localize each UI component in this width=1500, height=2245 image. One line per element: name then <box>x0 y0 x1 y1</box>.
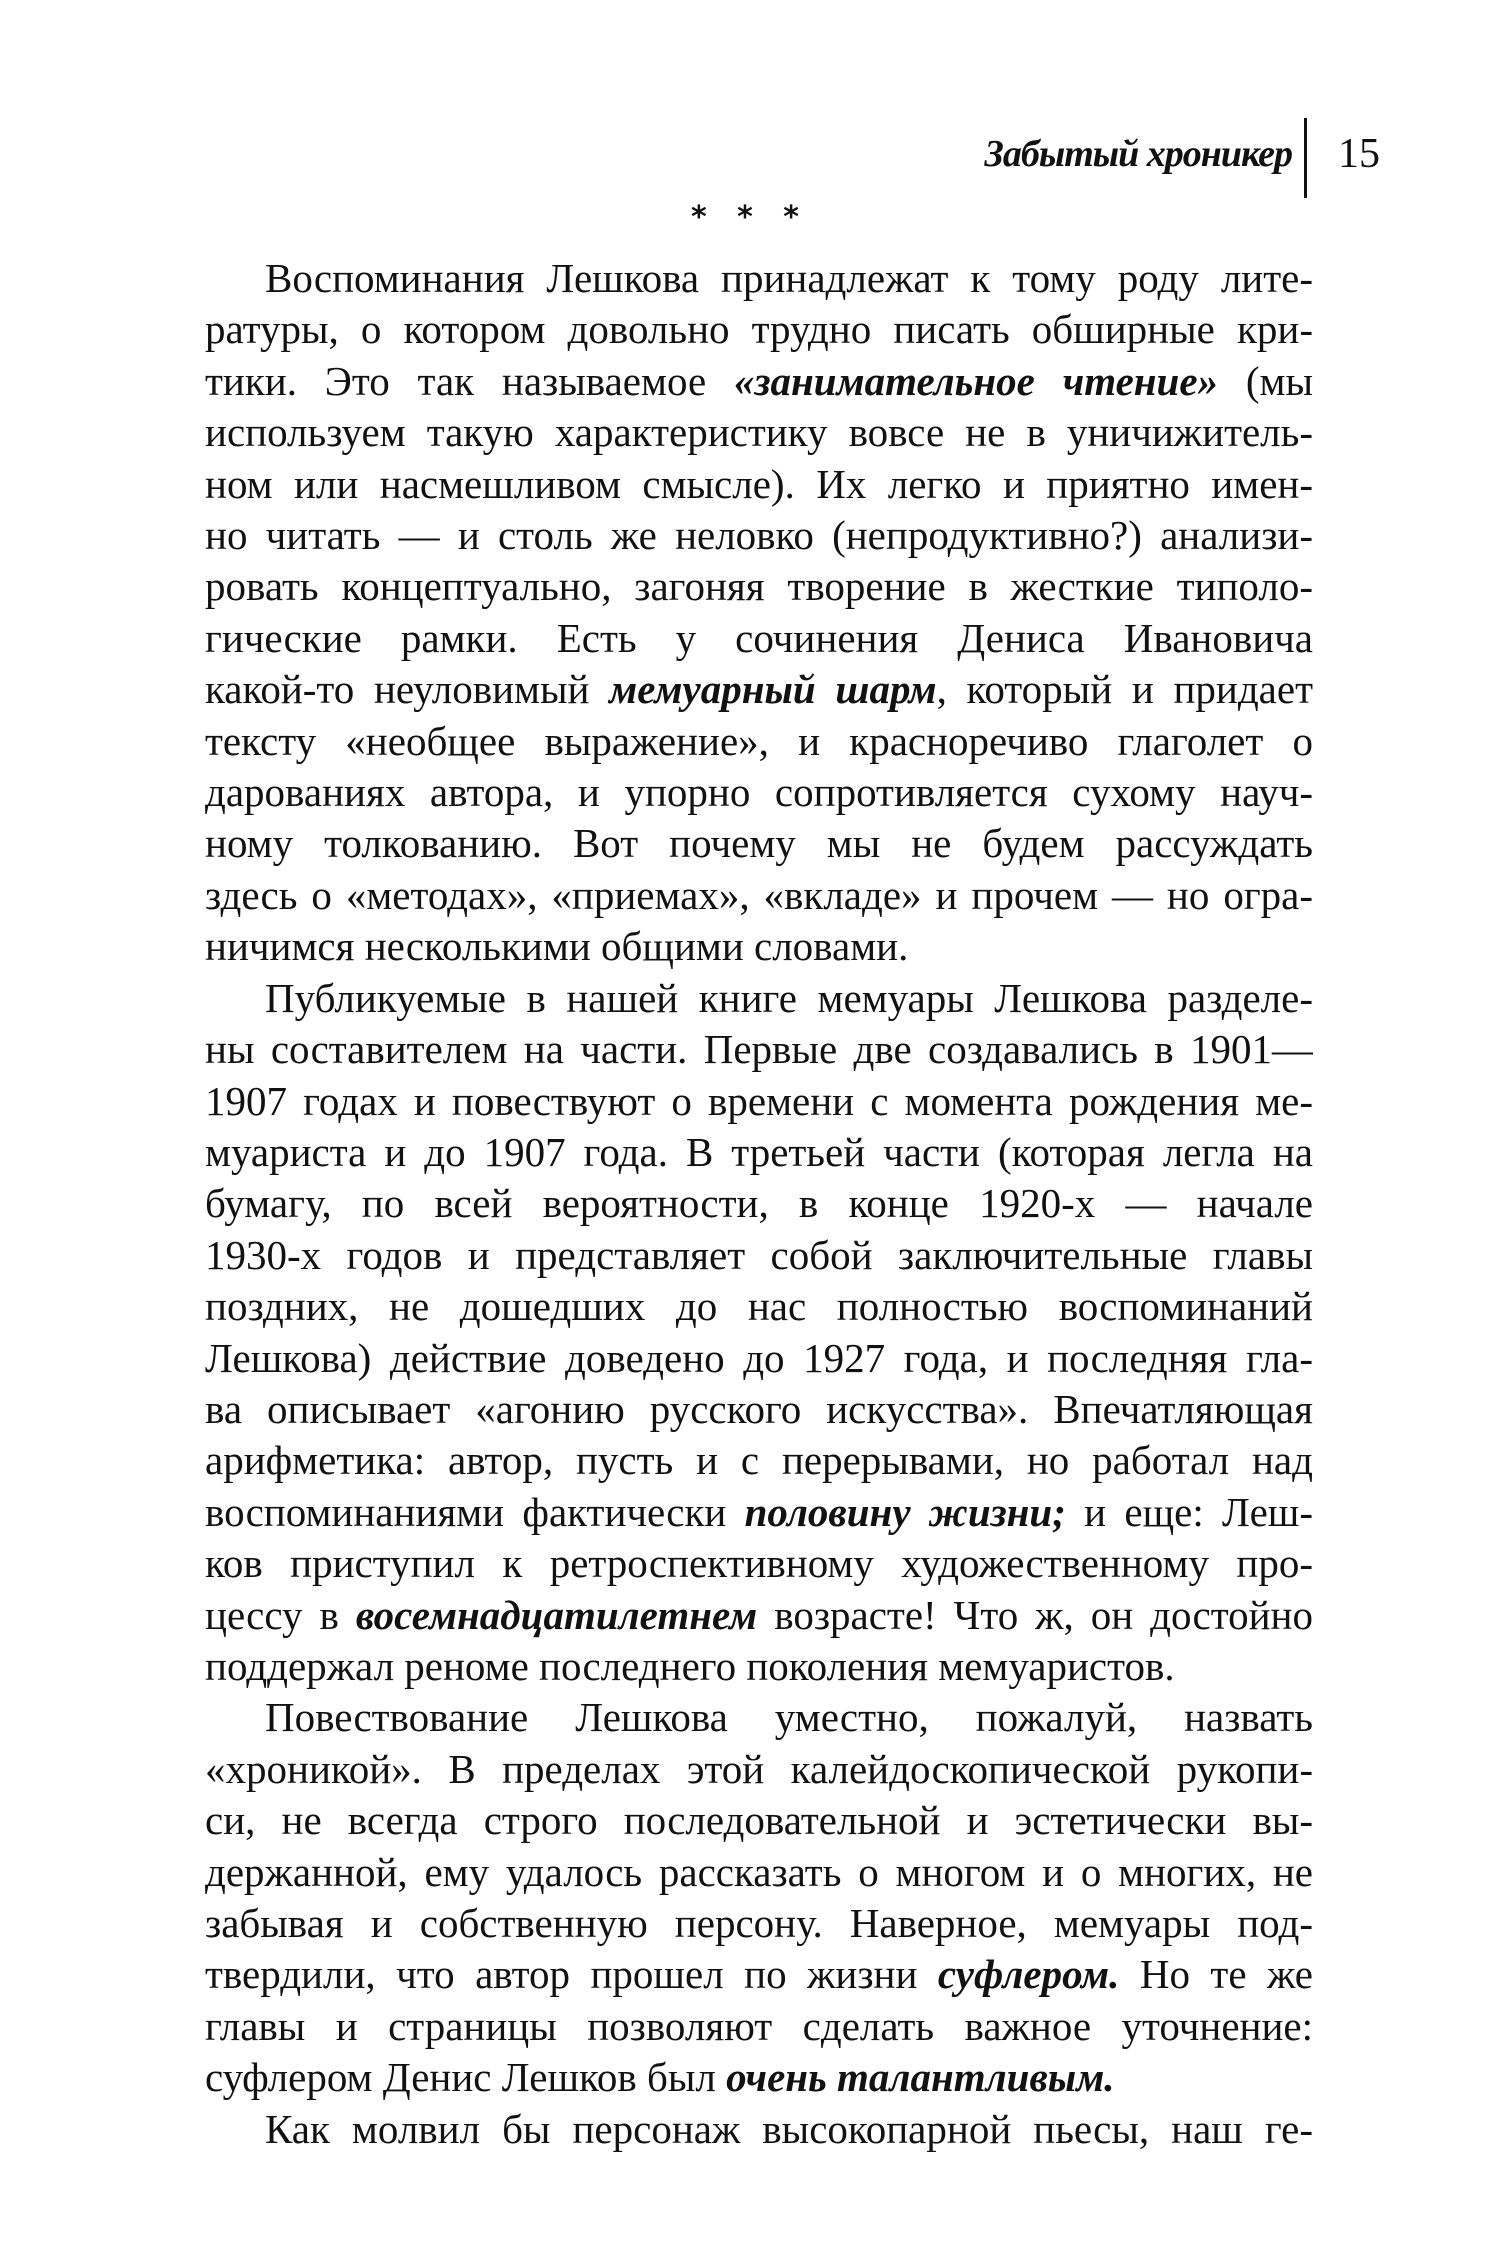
text-segment: поддержал реноме последнего поколения мемуаристов. <box>205 1642 1175 1689</box>
text-segment: ровать концептуально, загоняя творение в жесткие типоло- <box>205 563 1313 610</box>
text-line <box>205 304 1313 355</box>
text-segment: си, не всегда строго последовательной и эстетически вы- <box>205 1797 1313 1844</box>
text-line <box>205 1384 1313 1435</box>
text-line <box>205 1230 1313 1281</box>
text-segment: 1930-х годов и представляет собой заключительные главы <box>205 1231 1313 1278</box>
text-segment: держанной, ему удалось рассказать о многом и о многих, не <box>205 1848 1313 1895</box>
text-line <box>205 973 1313 1024</box>
text-segment: Как молвил бы персонаж высокопарной пьесы, наш ге- <box>265 2105 1313 2152</box>
text-segment: тики. Это так называемое <box>205 357 734 404</box>
text-segment: ков приступил к ретроспективному художественному про- <box>205 1540 1313 1587</box>
text-segment: ному толкованию. Вот почему мы не будем рассуждать <box>205 820 1313 867</box>
text-line <box>205 818 1313 869</box>
header-divider <box>1304 118 1307 198</box>
text-segment: Повествование Лешкова уместно, пожалуй, назвать <box>265 1694 1313 1741</box>
text-segment: Воспоминания Лешкова принадлежат к тому роду лите- <box>265 255 1313 301</box>
section-separator: * * * <box>691 200 809 235</box>
text-segment: ничимся несколькими общими словами. <box>205 923 909 970</box>
text-line <box>205 1641 1313 1692</box>
text-line <box>205 1127 1313 1178</box>
text-segment: суфлером Денис Лешков был <box>205 2054 727 2101</box>
text-segment: забывая и собственную персону. Наверное, мемуары под- <box>205 1900 1313 1946</box>
text-segment: но читать — и столь же неловко (непродуктивно?) анализи- <box>205 512 1313 559</box>
text-segment: дарованиях автора, и упорно сопротивляется сухому науч- <box>205 769 1313 816</box>
body-text <box>205 253 1313 2155</box>
text-segment: ны составителем на части. Первые две создавались в 1901— <box>205 1026 1313 1073</box>
text-segment: Публикуемые в нашей книге мемуары Лешкова разделе- <box>265 974 1313 1021</box>
text-line <box>205 356 1313 407</box>
text-segment: «хроникой». В пределах этой калейдоскопической рукопи- <box>205 1745 1313 1792</box>
text-line <box>205 1847 1313 1898</box>
text-segment: , который и придает <box>936 666 1313 713</box>
page-number: 15 <box>1338 131 1380 177</box>
text-segment: твердили, что автор прошел по жизни <box>205 1951 938 1998</box>
text-line <box>205 613 1313 664</box>
running-header <box>984 118 1380 198</box>
emphasis-text: восемнадцатилетнем <box>355 1591 758 1638</box>
text-segment: ва описывает «агонию русского искусства». Впечатляющая <box>205 1385 1313 1432</box>
text-line <box>205 1024 1313 1075</box>
text-line <box>205 1435 1313 1486</box>
text-line <box>205 1590 1313 1641</box>
text-line <box>205 2052 1313 2103</box>
text-segment: Лешкова) действие доведено до 1927 года, и последняя гла- <box>205 1334 1313 1381</box>
text-line <box>205 1076 1313 1127</box>
text-line <box>205 716 1313 767</box>
text-line <box>205 253 1313 304</box>
text-line <box>205 561 1313 612</box>
text-line <box>205 1744 1313 1795</box>
text-segment: и еще: Леш- <box>1065 1488 1313 1535</box>
emphasis-text: «занимательное чтение» <box>733 357 1219 404</box>
text-line <box>205 459 1313 510</box>
text-segment: поздних, не дошедших до нас полностью воспоминаний <box>205 1283 1313 1330</box>
text-segment: муариста и до 1907 года. В третьей части (которая легла на <box>205 1128 1313 1175</box>
text-segment: арифметика: автор, пусть и с перерывами, но работал над <box>205 1437 1313 1484</box>
text-line <box>205 1538 1313 1589</box>
text-line <box>205 921 1313 972</box>
text-segment: главы и страницы позволяют сделать важное уточнение: <box>205 2002 1313 2049</box>
emphasis-text: очень талантливым. <box>726 2054 1115 2101</box>
emphasis-text: мемуарный шарм <box>609 666 937 713</box>
text-segment: бумагу, по всей вероятности, в конце 1920-х — начале <box>205 1180 1313 1227</box>
text-line <box>205 1333 1313 1384</box>
text-line <box>205 2001 1313 2052</box>
text-line <box>205 1898 1313 1949</box>
text-line <box>205 510 1313 561</box>
text-line <box>205 2104 1313 2155</box>
text-segment: используем такую характеристику вовсе не в уничижитель- <box>205 409 1313 456</box>
text-segment: здесь о «методах», «приемах», «вкладе» и прочем — но огра- <box>205 871 1313 918</box>
text-segment: гические рамки. Есть у сочинения Дениса Ивановича <box>205 614 1313 661</box>
text-line <box>205 1795 1313 1846</box>
text-segment: тексту «необщее выражение», и красноречиво глаголет о <box>205 717 1313 764</box>
running-header-title: Забытый хроникер <box>984 133 1292 175</box>
text-segment: ном или насмешливом смысле). Их легко и приятно имен- <box>205 460 1313 507</box>
text-segment: цессу в <box>205 1591 356 1638</box>
text-line <box>205 1281 1313 1332</box>
text-segment: Но те же <box>1119 1951 1313 1998</box>
text-line <box>205 1178 1313 1229</box>
emphasis-text: суфлером. <box>937 1951 1120 1998</box>
text-line <box>205 767 1313 818</box>
text-line <box>205 1692 1313 1743</box>
text-segment: ратуры, о котором довольно трудно писать обширные кри- <box>205 306 1313 353</box>
text-line <box>205 1487 1313 1538</box>
text-line <box>205 664 1313 715</box>
text-segment: 1907 годах и повествуют о времени с момента рождения ме- <box>205 1077 1313 1124</box>
text-line <box>205 870 1313 921</box>
text-segment: какой-то неуловимый <box>205 666 610 713</box>
text-segment: воспоминаниями фактически <box>205 1488 745 1535</box>
text-line <box>205 1949 1313 2000</box>
emphasis-text: половину жизни; <box>744 1488 1066 1535</box>
text-segment: возрасте! Что ж, он достойно <box>757 1591 1313 1638</box>
text-segment: (мы <box>1218 357 1313 404</box>
text-line <box>205 407 1313 458</box>
